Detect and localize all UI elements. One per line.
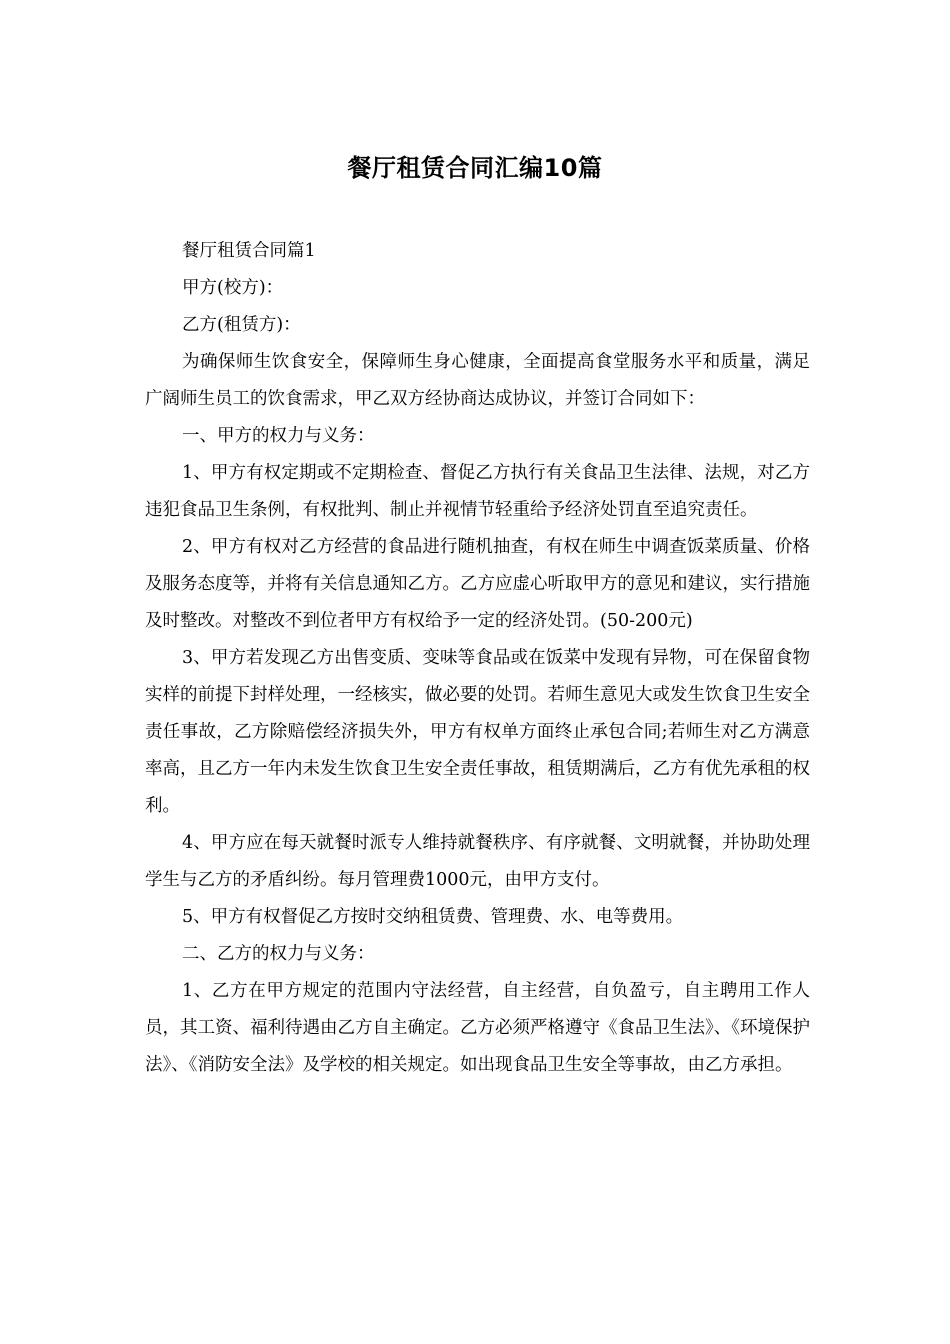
document-body — [145, 233, 810, 1084]
clause-paragraph: 1、乙方在甲方规定的范围内守法经营，自主经营，自负盈亏，自主聘用工作人员，其工资、福利待遇由乙方自主确定。乙方必须严格遵守《食品卫生法》、《环境保护法》、《消防安全法》及学校的相关规定。如出现食品卫生安全等事故，由乙方承担。 — [145, 981, 810, 1075]
clause-paragraph: 3、甲方若发现乙方出售变质、变味等食品或在饭菜中发现有异物，可在保留食物实样的前提下封样处理，一经核实，做必要的处罚。若师生意见大或发生饮食卫生安全责任事故，乙方除赔偿经济损失外，甲方有权单方面终止承包合同;若师生对乙方满意率高，且乙方一年内未发生饮食卫生安全责任事故，租赁期满后，乙方有优先承租的权利。 — [145, 648, 810, 816]
clause-paragraph: 4、甲方应在每天就餐时派专人维持就餐秩序、有序就餐、文明就餐，并协助处理学生与乙方的矛盾纠纷。每月管理费1000元，由甲方支付。 — [145, 833, 810, 890]
clause-paragraph: 5、甲方有权督促乙方按时交纳租赁费、管理费、水、电等费用。 — [182, 907, 684, 927]
party-b-line: 乙方(租赁方)： — [182, 315, 301, 335]
clause-paragraph: 2、甲方有权对乙方经营的食品进行随机抽查，有权在师生中调查饭菜质量、价格及服务态度等，并将有关信息通知乙方。乙方应虚心听取甲方的意见和建议，实行措施及时整改。对整改不到位者甲方有权给予一定的经济处罚。(50-200元) — [145, 537, 810, 631]
party-a-line: 甲方(校方)： — [182, 278, 284, 298]
document-title: 餐厅租赁合同汇编10篇 — [347, 154, 603, 182]
section-heading: 餐厅租赁合同篇1 — [182, 241, 316, 261]
clause-heading-party-a: 一、甲方的权力与义务： — [182, 426, 375, 446]
clause-paragraph: 1、甲方有权定期或不定期检查、督促乙方执行有关食品卫生法律、法规，对乙方违犯食品卫生条例，有权批判、制止并视情节轻重给予经济处罚直至追究责任。 — [145, 463, 810, 520]
clause-heading-party-b: 二、乙方的权力与义务： — [182, 944, 375, 964]
preamble-paragraph: 为确保师生饮食安全，保障师生身心健康，全面提高食堂服务水平和质量，满足广阔师生员工的饮食需求，甲乙双方经协商达成协议，并签订合同如下： — [145, 352, 810, 409]
